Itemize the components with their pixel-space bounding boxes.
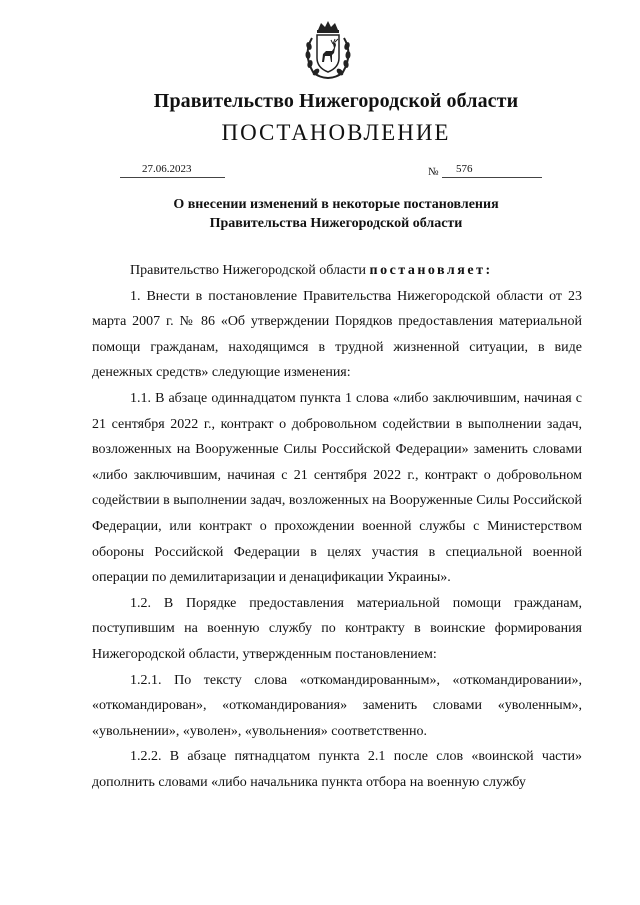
number-sign: №	[428, 166, 439, 178]
intro-text: Правительство Нижегородской области	[130, 263, 366, 278]
organization-name: Правительство Нижегородской области	[153, 90, 519, 112]
document-date: 27.06.2023	[120, 162, 225, 178]
paragraph-1-2: 1.2. В Порядке предоставления материальной помощи гражданам, поступившим на военную службу по контракту в воинские формирования Нижегородской области, утвержденным постановлением:	[92, 595, 582, 662]
paragraph-1: 1. Внести в постановление Правительства Нижегородской области от 23 марта 2007 г. № 86 «Об утверждении Порядков предоставления материальной помощи гражданам, находящимся в трудной жизненной ситуации, в виде денежных средств» следующие изменения:	[92, 288, 582, 381]
coat-of-arms-icon	[303, 20, 353, 80]
document-type: ПОСТАНОВЛЕНИЕ	[221, 120, 451, 145]
document-title-line-1: О внесении изменений в некоторые постановления	[173, 197, 499, 212]
document-title-line-2: Правительства Нижегородской области	[209, 216, 463, 231]
intro-paragraph	[92, 258, 582, 284]
paragraph-1-2-1: 1.2.1. По тексту слова «откомандированным», «откомандировании», «откомандирован», «откомандирования» заменить словами «уволенным», «увольнении», «уволен», «увольнения» соответственно.	[92, 672, 582, 739]
paragraph-1-2-2: 1.2.2. В абзаце пятнадцатом пункта 2.1 после слов «воинской части» дополнить словами «либо начальника пункта отбора на военную службу	[92, 749, 582, 790]
document-number: 576	[442, 162, 542, 178]
document-title	[0, 195, 640, 233]
paragraph-1-1: 1.1. В абзаце одиннадцатом пункта 1 слова «либо заключившим, начиная с 21 сентября 2022 г., контракт о добровольном содействии в выполнении задач, возложенных на Вооруженные Силы Российской Федерации» заменить словами «либо заключившим, начиная с 21 сентября 2022 г., контракт о добровольном содействии в выполнении задач, возложенных на Вооруженные Силы Российской Федерации, или контракт о прохождении военной службы с Министерством обороны Российской Федерации в целях участия в специальной военной операции по демилитаризации и денацификации Украины».	[92, 390, 582, 586]
resolves-word: постановляет:	[369, 263, 493, 278]
document-body	[92, 258, 582, 795]
